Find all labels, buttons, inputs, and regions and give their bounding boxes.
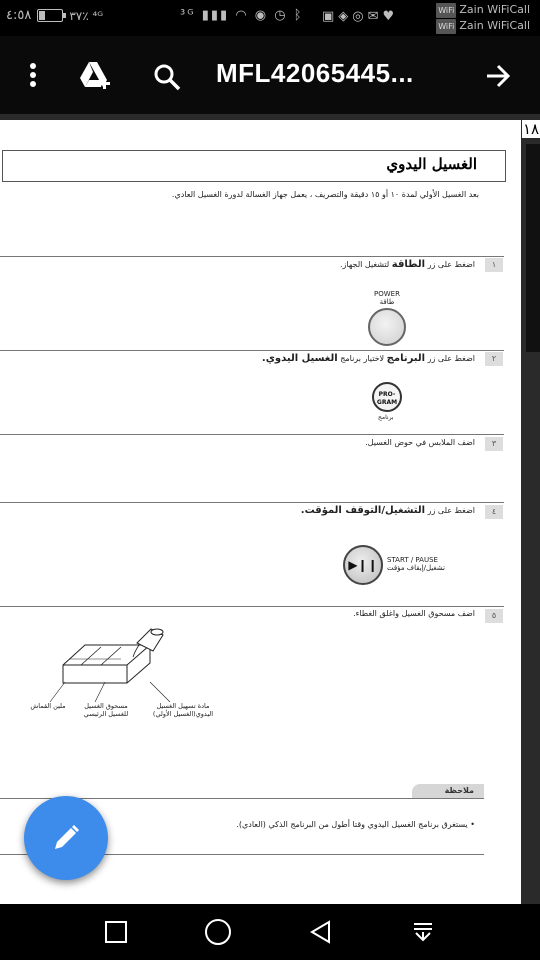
step-1-text [340,259,475,270]
app-icon: ◈ [338,9,353,24]
edit-pencil-icon [51,823,81,853]
step-4-bold: التشغيل/التوقف المؤقت. [300,505,426,516]
start-pause-label [387,556,445,572]
wifi-call-label-1: Zain WiFiCall [459,3,530,16]
network-indicator: ٣٧٪ ⁴ᴳ [69,8,104,23]
page-number: ١٨ [522,120,540,138]
power-button-illustration [368,308,406,346]
recents-square-icon[interactable] [100,916,132,948]
battery-icon [37,9,63,22]
document-title: MFL42065445... [216,58,414,88]
step-5-pre: اضف مسحوق الغسيل واغلق الغطاء. [353,609,475,618]
divider [0,606,504,607]
divider [0,434,504,435]
power-label-en: POWER [374,290,400,298]
step-2-text [262,353,475,364]
status-bar [0,0,540,36]
divider [0,350,504,351]
step-2-pre: اضغط على زر [427,354,475,363]
navigation-bar [0,904,540,960]
more-vert-icon[interactable] [18,60,48,90]
document-page [0,120,521,904]
page-heading: الغسيل اليدوي [386,155,477,173]
wifi-icon: ◠ [235,8,249,23]
step-1-bold: الطاقة [391,259,426,270]
wifi-call-labels [436,2,530,34]
step-3-pre: اضف الملابس في حوض الغسيل. [365,438,475,447]
step-1-pre: اضغط على زر [427,260,475,269]
power-label [372,290,402,306]
step-3-text [365,438,475,447]
note-label: ملاحظة [412,784,484,798]
step-1-post: لتشغيل الجهاز. [340,260,390,269]
signal-bars-icon: ▮▮▮ [201,8,230,23]
notification-icons [322,9,398,24]
signal-icons [180,8,304,23]
search-icon[interactable] [152,62,182,92]
arrow-forward-icon[interactable] [484,62,512,90]
step-number-2: ٢ [485,352,503,366]
chapter-side-tab [526,144,540,352]
notification-pull-icon[interactable] [407,916,439,948]
divider [0,256,504,257]
wifi-call-label-2: Zain WiFiCall [459,19,530,32]
heart-icon: ♥ [382,9,399,24]
program-label-ar: برنامج [378,414,394,421]
step-2-bold2: الغسيل اليدوي. [261,353,338,364]
status-left [6,8,103,23]
step-4-pre: اضغط على زر [427,506,475,515]
step-2-bold: البرنامج [386,353,426,364]
prewash-label: مادة تسهيل الغسيل اليدوي(الغسيل الأولي) [152,702,214,718]
app-bar [0,36,540,114]
mail-icon: ✉ [367,9,383,24]
wifi-tag: WiFi [436,3,456,18]
start-pause-label-ar: تشغيل/إيقاف مؤقت [387,564,445,572]
step-2-post: لاختيار برنامج [340,354,385,363]
step-5-text [353,609,475,618]
step-number-1: ١ [485,258,503,272]
program-button-illustration [372,382,402,412]
alarm-icon: ◷ [274,8,288,23]
intro-text: بعد الغسيل الأولي لمدة ١٠ أو ١٥ دقيقة والتصريف ، يعمل جهاز الغسالة لدورة الغسيل العادي. [171,190,479,199]
play-pause-icon: ▶❙❙ [348,558,378,572]
edit-fab-button[interactable] [24,796,108,880]
step-number-4: ٤ [485,505,503,519]
start-pause-button-illustration [343,545,383,585]
home-circle-icon[interactable] [202,916,234,948]
eye-icon: ◉ [254,8,269,23]
program-button-text: PRO- GRAM [376,391,398,406]
note-text: • يستغرق برنامج الغسيل اليدوي وقتا أطول من البرنامج الذكي (العادي). [236,820,475,829]
start-pause-label-en: START / PAUSE [387,556,438,564]
power-label-ar: طاقة [379,298,395,306]
bluetooth-icon: ᛒ [293,8,304,23]
whatsapp-icon: ◎ [352,9,368,24]
step-number-5: ٥ [485,609,503,623]
wifi-tag: WiFi [436,19,456,34]
step-number-3: ٣ [485,437,503,451]
document-viewer[interactable] [0,114,540,904]
drive-add-icon[interactable] [78,58,114,92]
image-icon: ▣ [322,9,339,24]
divider [0,502,504,503]
signal-3g-label: ³ᴳ [180,8,196,23]
softener-label: ملين القماش [30,702,66,710]
back-triangle-icon[interactable] [305,916,337,948]
heading-box [2,150,506,182]
battery-fill [39,11,45,20]
main-detergent-label: مسحوق الغسيل للغسيل الرئيسي [83,702,129,718]
clock: ٤:٥٨ [6,8,32,23]
step-4-text [301,505,475,516]
